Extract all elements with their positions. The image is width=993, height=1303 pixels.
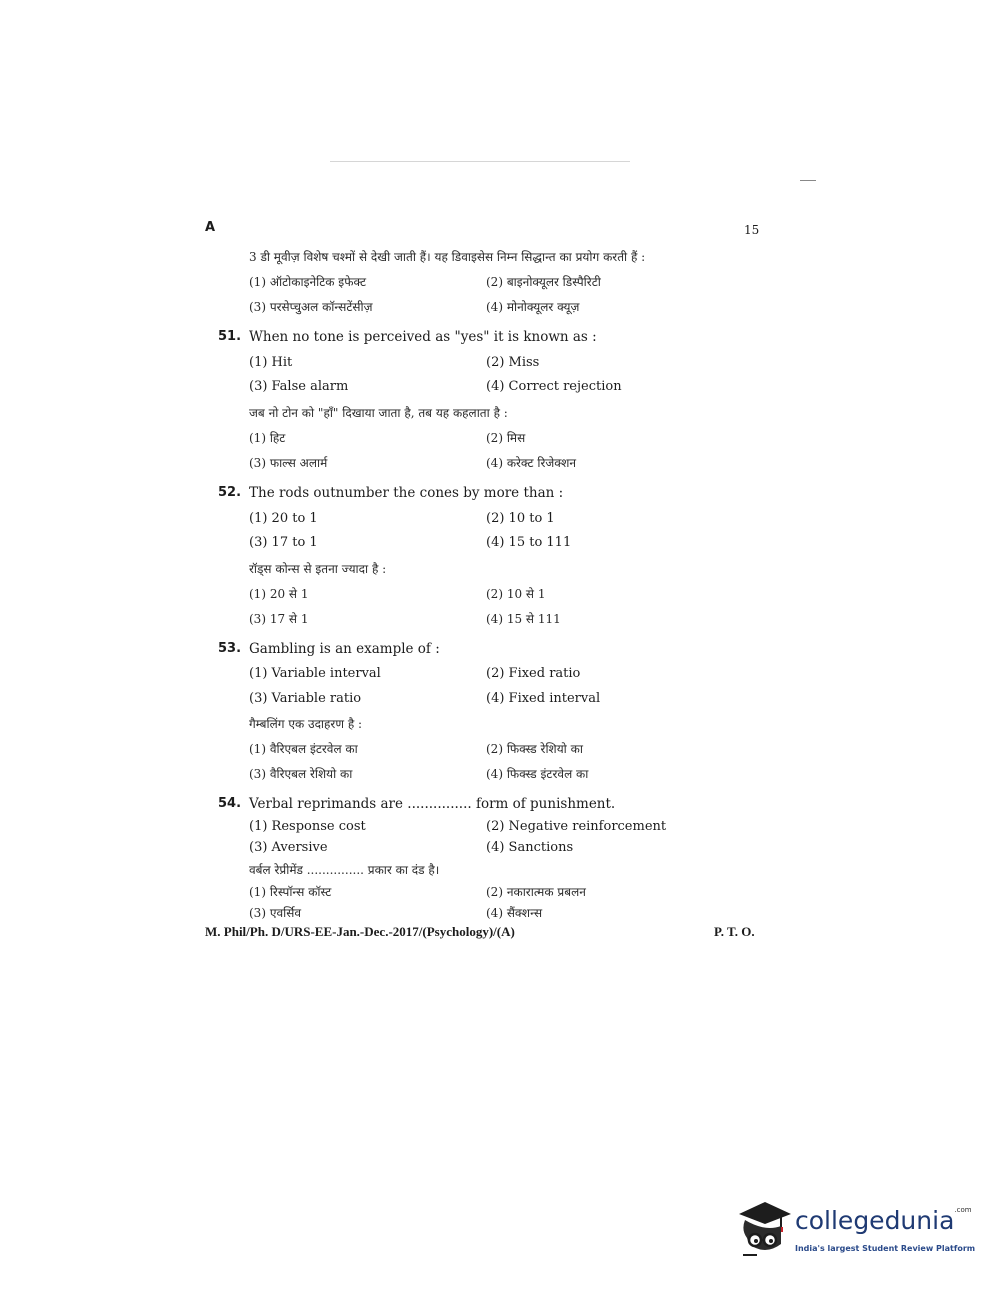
brand-suffix: .com [954,1206,972,1214]
paper-code: M. Phil/Ph. D/URS-EE-Jan.-Dec.-2017/(Psychology)/(A) [205,924,515,939]
q50-option-3: (3) परसेप्चुअल कॉन्सटेंसीज़ [249,300,373,314]
q53-hindi-option-3: (3) वैरिएबल रेशियो का [249,767,353,781]
q51-hindi-option-3: (3) फाल्स अलार्म [249,456,328,470]
q52-hindi-option-4: (4) 15 से 111 [486,612,561,626]
q53-option-4: (4) Fixed interval [486,691,601,706]
q54-option-4: (4) Sanctions [486,840,574,855]
q52-option-4: (4) 15 to 111 [486,535,572,550]
q54-hindi-stem: वर्बल रेप्रीमेंड ............... प्रकार का दंड है। [249,863,440,877]
q53-hindi-option-2: (2) फिक्स्ड रेशियो का [486,742,583,756]
q51-hindi-option-2: (2) मिस [486,431,526,445]
q53-hindi-option-1: (1) वैरिएबल इंटरवेल का [249,742,358,756]
q52-number: 52. [218,485,242,500]
q50-option-4: (4) मोनोक्यूलर क्यूज़ [486,300,580,314]
brand-tagline: India's largest Student Review Platform [795,1244,976,1253]
q51-stem: When no tone is perceived as "yes" it is known as : [249,329,597,345]
q50-option-2: (2) बाइनोक्यूलर डिस्पैरिटी [486,275,601,289]
q53-option-3: (3) Variable ratio [249,691,362,706]
set-label: A [205,220,216,235]
student-mascot-icon [735,1196,793,1260]
q53-option-2: (2) Fixed ratio [486,666,581,681]
q50-hindi-stem: 3 डी मूवीज़ विशेष चश्मों से देखी जाती हैं। यह डिवाइसेस निम्न सिद्धान्त का प्रयोग करती हैं : [249,250,646,264]
scan-line-top [330,161,630,162]
q54-hindi-option-3: (3) एवर्सिव [249,906,302,920]
brand-name [795,1206,972,1235]
q51-hindi-option-1: (1) हिट [249,431,286,445]
q51-option-1: (1) Hit [249,355,293,370]
q52-stem: The rods outnumber the cones by more than : [249,485,564,501]
q54-hindi-option-1: (1) रिस्पॉन्स कॉस्ट [249,885,332,899]
q53-hindi-stem: गैम्बलिंग एक उदाहरण है : [249,717,363,731]
q52-option-1: (1) 20 to 1 [249,511,318,526]
q52-hindi-stem: रॉड्स कोन्स से इतना ज्यादा है : [249,562,387,576]
scan-mark-right [800,180,816,181]
q52-hindi-option-3: (3) 17 से 1 [249,612,309,626]
page-number: 15 [744,223,760,237]
q53-stem: Gambling is an example of : [249,641,440,657]
q51-option-2: (2) Miss [486,355,540,370]
q54-number: 54. [218,796,242,811]
q52-option-3: (3) 17 to 1 [249,535,318,550]
q53-number: 53. [218,641,242,656]
collegedunia-watermark [735,1196,976,1264]
pto-label: P. T. O. [714,924,755,939]
q53-option-1: (1) Variable interval [249,666,381,681]
q52-option-2: (2) 10 to 1 [486,511,555,526]
q54-option-1: (1) Response cost [249,819,366,834]
q52-hindi-option-2: (2) 10 से 1 [486,587,546,601]
q52-hindi-option-1: (1) 20 से 1 [249,587,309,601]
q54-stem: Verbal reprimands are ............... form of punishment. [249,796,616,812]
q51-option-3: (3) False alarm [249,379,349,394]
q54-option-3: (3) Aversive [249,840,328,855]
q53-hindi-option-4: (4) फिक्स्ड इंटरवेल का [486,767,589,781]
q50-option-1: (1) ऑटोकाइनेटिक इफेक्ट [249,275,367,289]
q54-option-2: (2) Negative reinforcement [486,819,667,834]
q51-hindi-option-4: (4) करेक्ट रिजेक्शन [486,456,577,470]
q51-hindi-stem: जब नो टोन को "हाँ" दिखाया जाता है, तब यह कहलाता है : [249,406,508,420]
q54-hindi-option-4: (4) सैंक्शन्स [486,906,543,920]
q51-number: 51. [218,329,242,344]
q51-option-4: (4) Correct rejection [486,379,622,394]
q54-hindi-option-2: (2) नकारात्मक प्रबलन [486,885,586,899]
brand-text: collegedunia [795,1206,955,1235]
